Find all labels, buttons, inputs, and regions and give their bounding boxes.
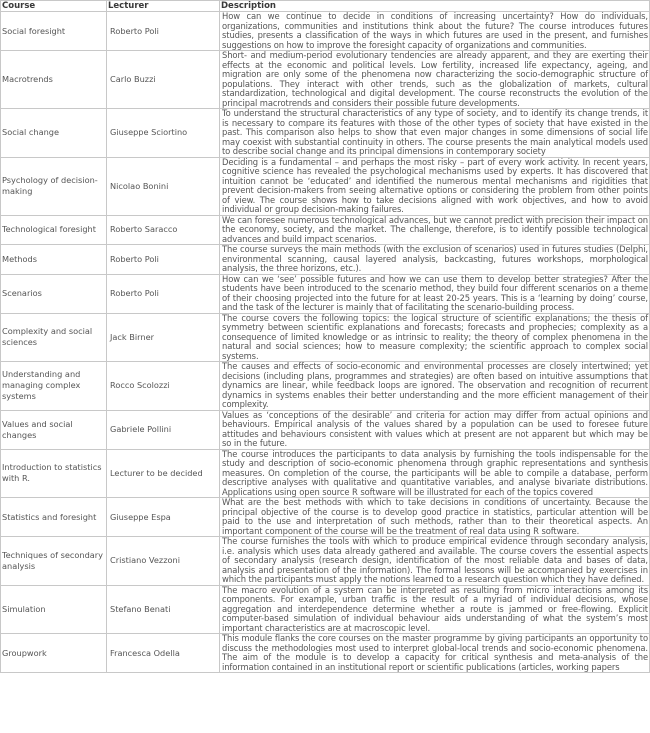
course-cell: Groupwork <box>1 634 107 673</box>
table-row <box>1 362 650 411</box>
table-row <box>1 12 650 51</box>
header-lecturer: Lecturer <box>107 1 220 12</box>
description-cell: We can foresee numerous technological advances, but we cannot predict with precision their impact on the economy, society, and the market. The challenge, therefore, is to identify possible technological advances and build impact scenarios. <box>220 215 650 245</box>
description-cell: How can we continue to decide in conditions of increasing uncertainty? How do individuals, organizations, communities and institutions think about the future? The course introduces futures studies, presents a classification of the ways in which futures are used in the present, and furnishes suggestions on how to improve the foresight capacity of organizations and communities. <box>220 12 650 51</box>
table-row <box>1 274 650 313</box>
description-cell: Deciding is a fundamental – and perhaps the most risky – part of every work activity. In recent years, cognitive science has revealed the psychological mechanisms used by experts. It has discovered that intuition cannot be ‘educated’ and identified the numerous mental mechanisms and rigidities that prevent decision-makers from seeing alternative options or considering the problem from other points of view. The course shows how to take decisions aligned with work objectives, and how to avoid individual or group decision-making failures. <box>220 157 650 215</box>
table-header-row <box>1 1 650 12</box>
course-cell: Scenarios <box>1 274 107 313</box>
course-cell: Social change <box>1 109 107 158</box>
description-cell: The course surveys the main methods (with the exclusion of scenarios) used in futures studies (Delphi, environmental scanning, causal layered analysis, backcasting, futures workshops, morphological analysis, the three horizons, etc.). <box>220 245 650 275</box>
course-cell: Psychology of decision-making <box>1 157 107 215</box>
lecturer-cell: Jack Birner <box>107 313 220 362</box>
course-cell: Understanding and managing complex systems <box>1 362 107 411</box>
lecturer-cell: Roberto Poli <box>107 12 220 51</box>
lecturer-cell: Rocco Scolozzi <box>107 362 220 411</box>
course-cell: Techniques of secondary analysis <box>1 537 107 586</box>
course-cell: Complexity and social sciences <box>1 313 107 362</box>
table-row <box>1 245 650 275</box>
course-cell: Macrotrends <box>1 51 107 109</box>
lecturer-cell: Gabriele Pollini <box>107 410 220 449</box>
description-cell: The macro evolution of a system can be interpreted as resulting from micro interactions among its components. For example, urban traffic is the result of a myriad of individual decisions, whose aggregation and interdependence determine whether a route is jammed or free-flowing. Explicit computer-based simulation of individual behaviour aids understanding of what the system’s most important characteristics are at macroscopic level. <box>220 585 650 634</box>
description-cell: What are the best methods with which to take decisions in conditions of uncertainty. Because the principal objective of the course is to develop good practice in statistics, particular attention will be paid to the use and interpretation of such methods, rather than to their theoretical aspects. An important component of the course will be the treatment of real data using R software. <box>220 498 650 537</box>
table-body <box>1 12 650 673</box>
course-cell: Values and social changes <box>1 410 107 449</box>
header-description: Description <box>220 1 650 12</box>
lecturer-cell: Giuseppe Espa <box>107 498 220 537</box>
lecturer-cell: Nicolao Bonini <box>107 157 220 215</box>
description-cell: The course covers the following topics: the logical structure of scientific explanations; the thesis of symmetry between scientific explanations and forecasts; forecasts and prophecies; complexity as a consequence of limited knowledge or as intrinsic to reality; the theory of complex phenomena in the natural and social sciences; how to measure complexity; the scientific approach to complex social systems. <box>220 313 650 362</box>
description-cell: The course introduces the participants to data analysis by furnishing the tools indispensable for the study and description of socio-economic phenomena through graphic representations and synthesis measures. On completion of the course, the participants will be able to compile a database, perform descriptive analyses with qualitative and quantitative variables, and analyse bivariate distributions. Applications using open source R software will be illustrated for each of the topics covered <box>220 449 650 498</box>
lecturer-cell: Roberto Poli <box>107 245 220 275</box>
course-cell: Social foresight <box>1 12 107 51</box>
lecturer-cell: Roberto Saracco <box>107 215 220 245</box>
table-row <box>1 410 650 449</box>
table-row <box>1 51 650 109</box>
table-row <box>1 313 650 362</box>
description-cell: To understand the structural characteristics of any type of society, and to identify its change trends, it is necessary to compare its features with those of the other types of society that have existed in the past. This comparison also helps to show that even major changes in some dimensions of social life may coexist with substantial continuity in others. The course presents the main analytical models used to describe social change and its principal dimensions in contemporary society <box>220 109 650 158</box>
description-cell: How can we ‘see’ possible futures and how we can use them to develop better strategies? After the students have been introduced to the scenario method, they build four different scenarios on a theme of their choosing projected into the future for at least 20-25 years. This is a ‘learning by doing’ course, and the task of the lecturer is mainly that of facilitating the scenario-building process. <box>220 274 650 313</box>
course-cell: Methods <box>1 245 107 275</box>
description-cell: Short- and medium-period evolutionary tendencies are already apparent, and they are exerting their effects at the economic and political levels. Low fertility, increased life expectancy, ageing, and migration are only some of the phenomena now characterizing the socio-demographic structure of populations. They interact with other trends, such as the globalization of markets, cultural standardization, technological and digital development. The course reconstructs the evolution of the principal macrotrends and considers their possible future developments. <box>220 51 650 109</box>
lecturer-cell: Cristiano Vezzoni <box>107 537 220 586</box>
lecturer-cell: Carlo Buzzi <box>107 51 220 109</box>
course-cell: Introduction to statistics with R. <box>1 449 107 498</box>
lecturer-cell: Roberto Poli <box>107 274 220 313</box>
table-row <box>1 585 650 634</box>
header-course: Course <box>1 1 107 12</box>
table-row <box>1 157 650 215</box>
table-row <box>1 449 650 498</box>
table-row <box>1 634 650 673</box>
table-row <box>1 537 650 586</box>
lecturer-cell: Lecturer to be decided <box>107 449 220 498</box>
course-cell: Statistics and foresight <box>1 498 107 537</box>
lecturer-cell: Stefano Benati <box>107 585 220 634</box>
course-cell: Technological foresight <box>1 215 107 245</box>
table-row <box>1 109 650 158</box>
lecturer-cell: Francesca Odella <box>107 634 220 673</box>
table-row <box>1 215 650 245</box>
table-row <box>1 498 650 537</box>
description-cell: The causes and effects of socio-economic and environmental processes are closely intertwined; yet decisions (including plans, programmes and strategies) are often based on intuitive assumptions that dynamics are linear, while feedback loops are ignored. The observation and recognition of recurrent dynamics in systems enables their better understanding and the more efficient management of their complexity. <box>220 362 650 411</box>
lecturer-cell: Giuseppe Sciortino <box>107 109 220 158</box>
course-cell: Simulation <box>1 585 107 634</box>
description-cell: This module flanks the core courses on the master programme by giving participants an opportunity to discuss the methodologies most used to interpret global-local trends and socio-economic phenomena. The aim of the module is to develop a capacity for critical synthesis and meta-analysis of the information contained in an institutional report or scientific publications (articles, working papers <box>220 634 650 673</box>
description-cell: The course furnishes the tools with which to produce empirical evidence through secondary analysis, i.e. analysis which uses data already gathered and available. The course covers the essential aspects of secondary analysis (research design, identification of the most reliable data and bases of data, analysis and presentation of the information). The formal lessons will be accompanied by exercises in which the participants must apply the notions learned to a research question which they have defined. <box>220 537 650 586</box>
description-cell: Values as ‘conceptions of the desirable’ and criteria for action may differ from actual opinions and behaviours. Empirical analysis of the values shared by a population can be used to foresee future attitudes and behaviours consistent with values which at present are not apparent but which may be so in the future. <box>220 410 650 449</box>
